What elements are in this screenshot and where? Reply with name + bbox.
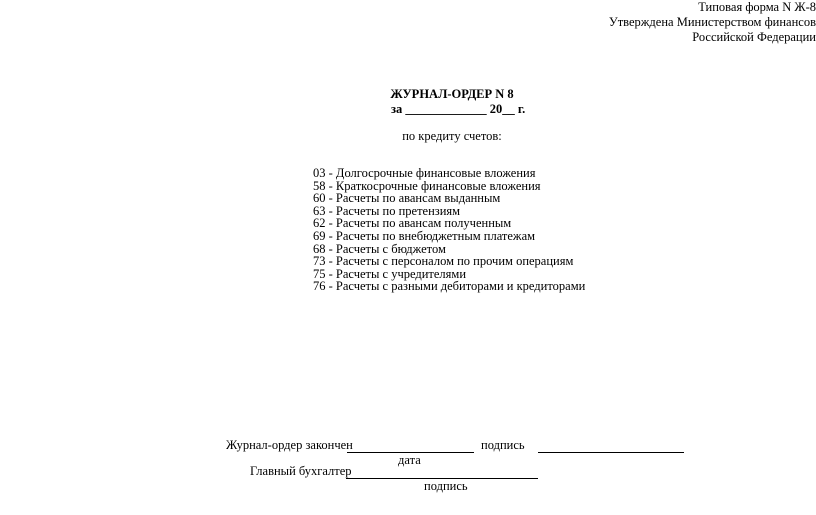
list-item: 58 - Краткосрочные финансовые вложения	[313, 178, 541, 193]
period-line	[391, 102, 525, 117]
form-type-label: Типовая форма N Ж-8	[698, 0, 816, 14]
period-blank: _____________	[405, 102, 487, 116]
form-header	[609, 0, 816, 45]
chief-accountant-signature-caption: подпись	[424, 479, 468, 493]
signature-label: подпись	[481, 438, 525, 452]
list-item: 68 - Расчеты с бюджетом	[313, 241, 446, 256]
credit-accounts-heading: по кредиту счетов:	[402, 129, 502, 143]
list-item: 73 - Расчеты с персоналом по прочим операциям	[313, 254, 574, 269]
date-field[interactable]	[347, 438, 474, 453]
period-prefix: за	[391, 102, 403, 116]
journal-finished-label: Журнал-ордер закончен	[226, 438, 353, 452]
list-item: 62 - Расчеты по авансам полученным	[313, 216, 512, 231]
list-item: 69 - Расчеты по внебюджетным платежам	[313, 228, 536, 243]
list-item: 63 - Расчеты по претензиям	[313, 203, 461, 218]
approved-by-line-1: Утверждена Министерством финансов	[608, 15, 816, 29]
signature-field[interactable]	[538, 438, 684, 453]
approved-by-line-2: Российской Федерации	[692, 30, 816, 44]
chief-accountant-signature-field[interactable]	[346, 464, 538, 479]
chief-accountant-label: Главный бухгалтер	[250, 464, 352, 478]
date-caption: дата	[398, 453, 421, 467]
list-item: 75 - Расчеты с учредителями	[313, 266, 467, 281]
list-item: 03 - Долгосрочные финансовые вложения	[313, 166, 536, 180]
document-title: ЖУРНАЛ-ОРДЕР N 8	[390, 87, 514, 101]
list-item: 76 - Расчеты с разными дебиторами и кредиторами	[313, 279, 586, 294]
accounts-list	[313, 167, 585, 293]
period-year: 20__ г.	[489, 102, 526, 116]
list-item: 60 - Расчеты по авансам выданным	[313, 191, 501, 206]
